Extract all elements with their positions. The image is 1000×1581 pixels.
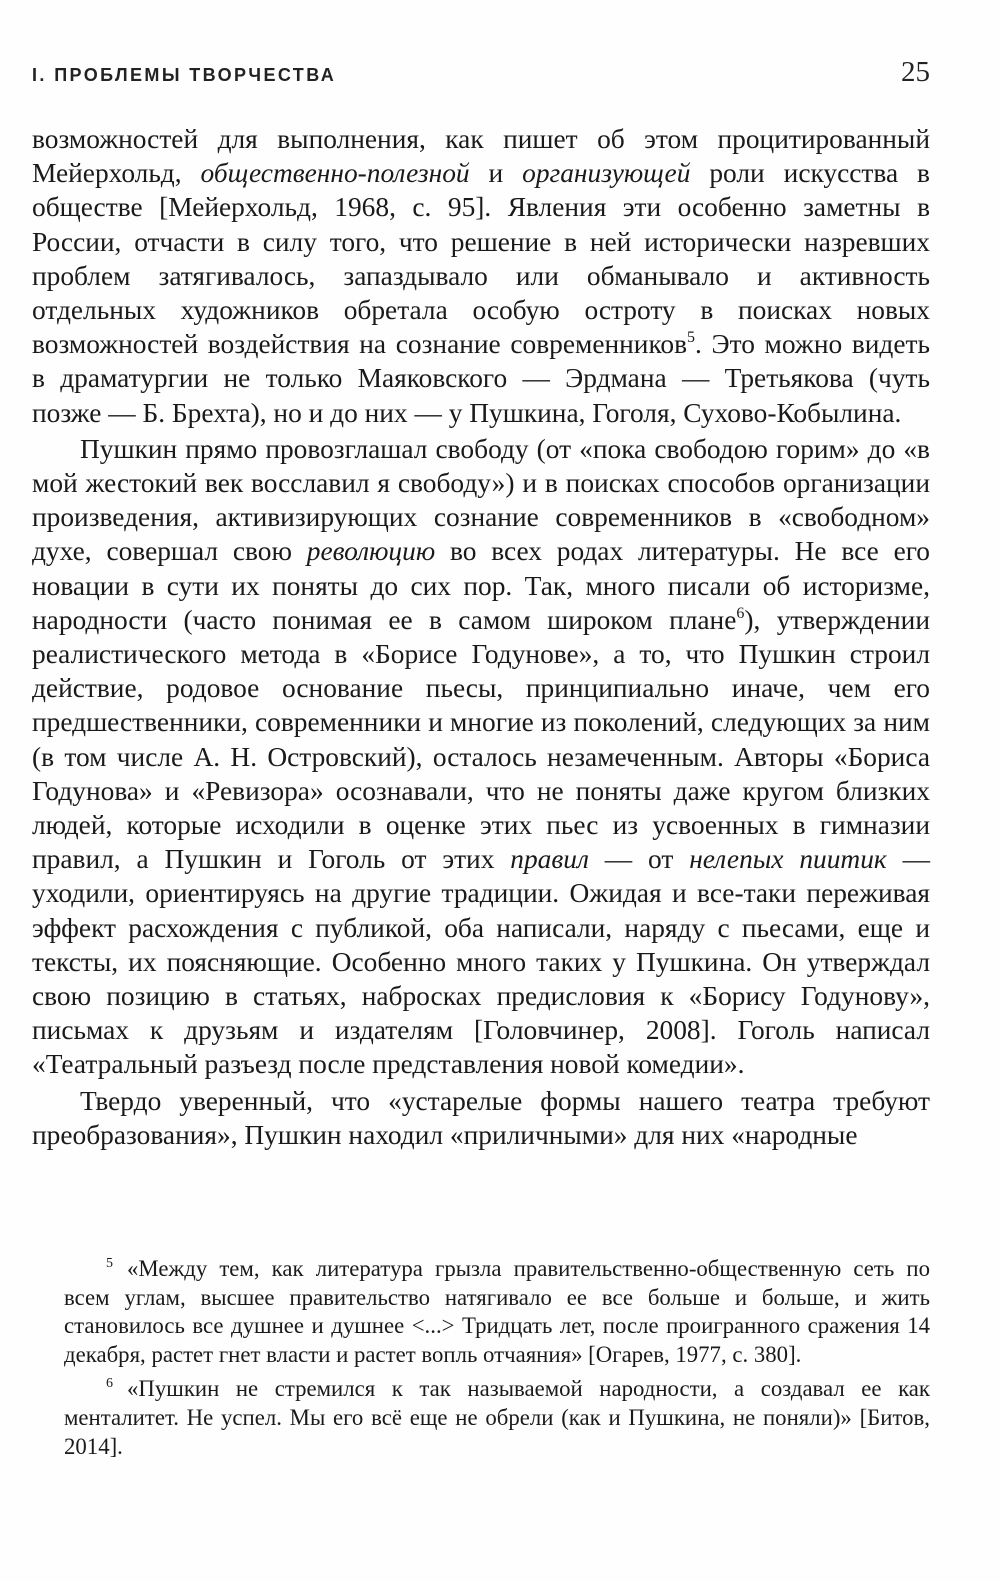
running-head: I. ПРОБЛЕМЫ ТВОРЧЕСТВА [32, 65, 337, 85]
text-run: — уходили, ориентируясь на другие традиции. Ожидая и все-таки переживая эффект расхождения с публикой, оба написали, наряду с пьесами, еще и тексты, их поясняющие. Особенно много таких у Пушкина. Он утверждал свою позицию в статьях, набросках предисловия к «Борису Годунову», письмах к друзьям и издателям [Головчинер, 2008]. Гоголь написал «Театральный разъезд после представления новой комедии». [32, 844, 930, 1080]
footnote-6: 6 «Пушкин не стремился к так называемой народности, а создавал ее как менталитет. Не успел. Мы его всё еще не обрели (как и Пушкина, не поняли)» [Битов, 2014]. [64, 1376, 930, 1459]
footnotes [64, 1255, 930, 1467]
page-header [32, 56, 930, 89]
italic-run: организующей [522, 158, 691, 189]
text-run: и [469, 158, 523, 189]
text-run: ), утверждении реалистического метода в «Борисе Годунове», а то, что Пушкин строил действие, родовое основание пьесы, принципиально иначе, чем его предшественники, современники и многие из поколений, следующих за ним (в том числе А. Н. Островский), осталось незамеченным. Авторы «Бориса Годунова» и «Ревизора» осознавали, что не поняты даже кругом близких людей, которые исходили в оценке этих пьес из усвоенных в гимназии правил, а Пушкин и Гоголь от этих [32, 604, 931, 875]
text-run: роли искусства в обществе [Мейерхольд, 1968, с. 95]. Явления эти особенно заметны в России, отчасти в силу того, что решение в ней исторически назревших проблем затягивалось, запаздывало или обманывало и активность отдельных художников обретала особую остроту в поисках новых возможностей воздействия на сознание современников [32, 158, 930, 360]
page-number: 25 [901, 56, 930, 88]
italic-run: общественно-полезной [200, 158, 470, 189]
italic-run: нелепых пиитик [689, 844, 887, 875]
footnote-text: «Между тем, как литература грызла правительственно-общественную сеть по всем углам, высшее правительство натягивало ее все больше и больше, и жить становилось все душнее и душнее <...> Тридцать лет, после проигранного сражения 14 декабря, растет гнет власти и растет вопль отчаяния» [Огарев, 1977, с. 380]. [64, 1256, 930, 1367]
text-run: — от [588, 844, 690, 875]
footnote-text: «Пушкин не стремился к так называемой народности, а создавал ее как менталитет. Не успел. Мы его всё еще не обрели (как и Пушкина, не поняли)» [Битов, 2014]. [64, 1376, 930, 1459]
footnote-5: 5 «Между тем, как литература грызла правительственно-общественную сеть по всем углам, высшее правительство натягивало ее все больше и больше, и жить становилось все душнее и душнее <...> Тридцать лет, после проигранного сражения 14 декабря, растет гнет власти и растет вопль отчаяния» [Огарев, 1977, с. 380]. [64, 1256, 930, 1367]
footnote-ref-6[interactable]: 6 [736, 604, 745, 622]
text-run: возможностей для выполнения, как пишет об этом процитированный Мейерхольд, [32, 124, 930, 189]
main-text [32, 122, 930, 1152]
text-run: Твердо уверенный, что «устарелые формы нашего театра требуют преобразования», Пушкин находил «приличными» для них «народные [32, 1085, 930, 1150]
paragraph-3 [32, 1084, 930, 1152]
italic-run: революцию [306, 536, 436, 567]
italic-run: правил [510, 844, 589, 875]
text-run: . Это можно видеть в драматургии не только Маяковского — Эрдмана — Третьякова (чуть позже — Б. Брехта), но и до них — у Пушкина, Гоголя, Сухово-Кобылина. [32, 329, 930, 428]
text-run: во всех родах литературы. Не все его новации в сути их поняты до сих пор. Так, много писали об историзме, народности (часто понимая ее в самом широком плане [32, 536, 930, 635]
footnote-ref-5[interactable]: 5 [687, 329, 696, 347]
text-run: Пушкин прямо провозглашал свободу (от «пока свободою горим» до «в мой жестокий век восславил я свободу») и в поисках способов организации произведения, активизирующих сознание современников в «свободном» духе, совершал свою [32, 433, 930, 567]
paragraph-2 [32, 432, 930, 1082]
paragraph-1 [32, 122, 930, 430]
